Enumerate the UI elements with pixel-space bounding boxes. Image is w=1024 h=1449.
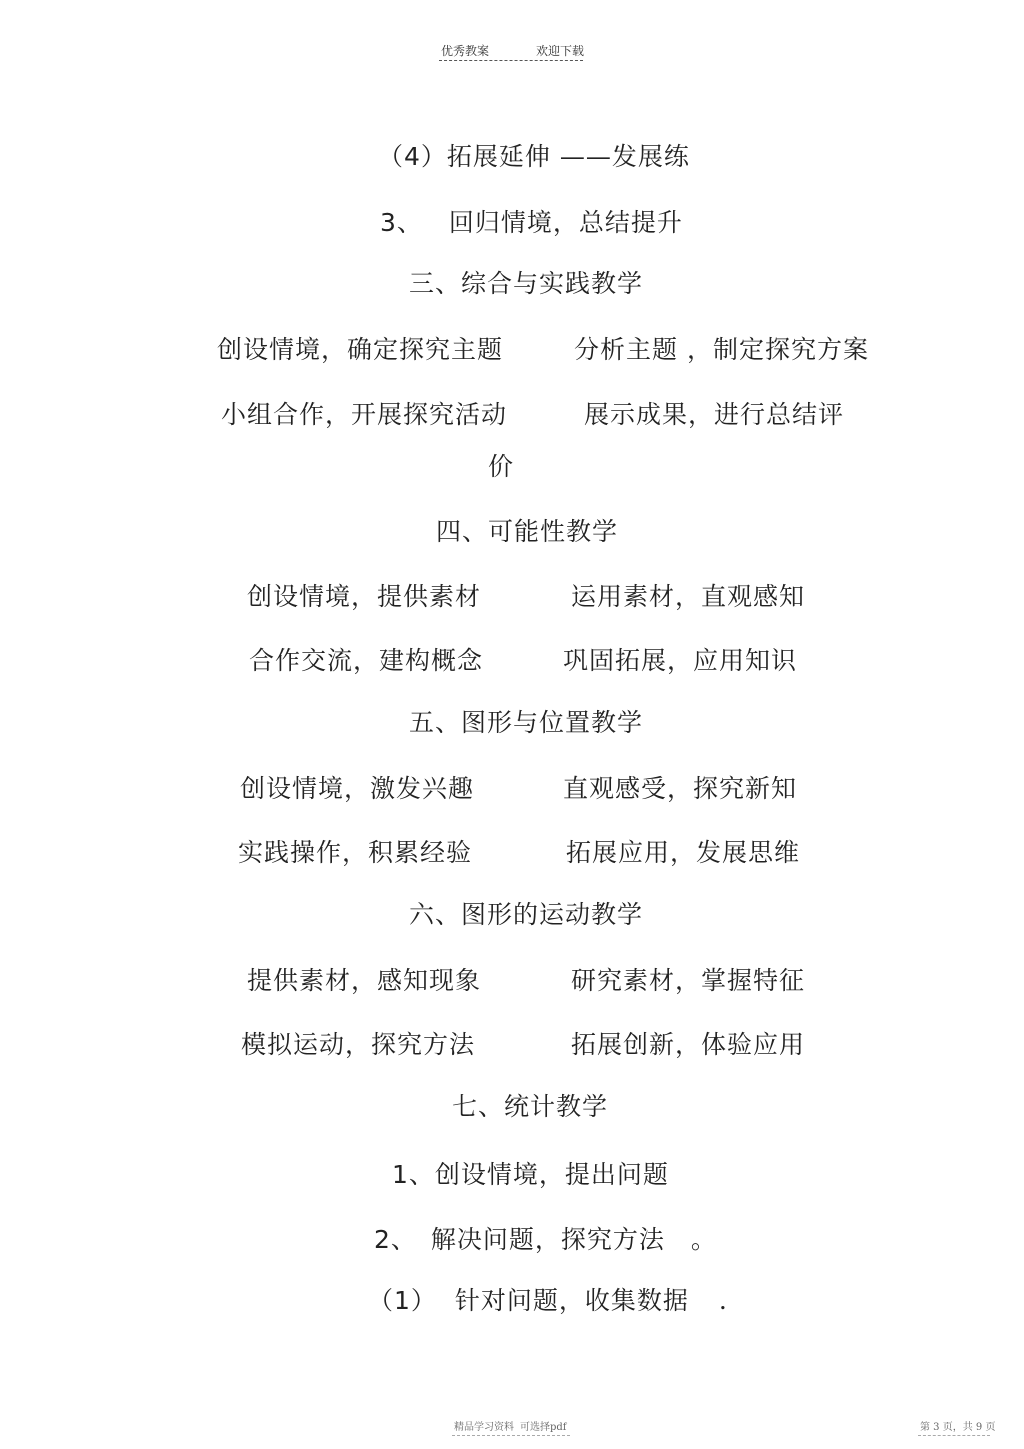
item-number: 2、 — [374, 1225, 417, 1254]
footer-middle-label: 可选择pdf — [520, 1422, 567, 1433]
section-heading-6: 六、图形的运动教学 — [409, 900, 644, 929]
line-text: 解决问题，探究方法 — [430, 1225, 665, 1254]
s4-row2-left: 合作交流，建构概念 — [249, 646, 484, 675]
s4-row1-left: 创设情境，提供素材 — [247, 582, 482, 611]
footer-divider-center — [452, 1435, 570, 1436]
page-number: 第 3 页，共 9 页 — [920, 1422, 996, 1433]
s4-row1-right: 运用素材，直观感知 — [571, 582, 806, 611]
s5-row2-left: 实践操作，积累经验 — [238, 838, 473, 867]
footer-divider-right — [918, 1435, 990, 1436]
header-divider — [439, 60, 583, 61]
line-tail: . — [718, 1286, 728, 1315]
header-right-label: 欢迎下载 — [536, 44, 585, 58]
item-number: （4） — [378, 142, 447, 171]
line-text: 回归情境，总结提升 — [448, 208, 683, 237]
section-heading-5: 五、图形与位置教学 — [409, 708, 644, 737]
line-tail: 。 — [690, 1225, 717, 1254]
section-heading-3: 三、综合与实践教学 — [409, 269, 644, 298]
s6-row2-left: 模拟运动，探究方法 — [241, 1030, 476, 1059]
s7-line-2 — [374, 1220, 717, 1256]
item-number: 1、 — [392, 1160, 435, 1189]
line-return-context — [380, 203, 683, 239]
s7-line-3 — [368, 1281, 728, 1317]
item-number: 3、 — [380, 208, 423, 237]
s3-row1-right: 分析主题 ，制定探究方案 — [574, 335, 869, 364]
s3-row2-left: 小组合作，开展探究活动 — [221, 400, 508, 429]
s6-row1-left: 提供素材，感知现象 — [247, 966, 482, 995]
line-text: 创设情境，提出问题 — [434, 1160, 669, 1189]
s3-row1-left: 创设情境，确定探究主题 — [217, 335, 504, 364]
line-extension-practice — [378, 137, 690, 173]
s3-row2-wrap: 价 — [488, 452, 515, 481]
s4-row2-right: 巩固拓展，应用知识 — [563, 646, 798, 675]
s5-row1-right: 直观感受，探究新知 — [563, 774, 798, 803]
s5-row2-right: 拓展应用，发展思维 — [566, 838, 801, 867]
s7-line-1 — [392, 1155, 669, 1191]
s3-row2-right: 展示成果，进行总结评 — [584, 400, 845, 429]
section-heading-7: 七、统计教学 — [452, 1092, 609, 1121]
s6-row2-right: 拓展创新，体验应用 — [571, 1030, 806, 1059]
footer-left-label: 精品学习资料 — [454, 1422, 514, 1433]
line-text: 拓展延伸 ——发展练 — [446, 142, 690, 171]
section-heading-4: 四、可能性教学 — [436, 517, 619, 546]
line-text: 针对问题，收集数据 — [454, 1286, 689, 1315]
s5-row1-left: 创设情境，激发兴趣 — [240, 774, 475, 803]
header-left-label: 优秀教案 — [441, 44, 490, 58]
s6-row1-right: 研究素材，掌握特征 — [571, 966, 806, 995]
item-number: （1） — [368, 1286, 437, 1315]
